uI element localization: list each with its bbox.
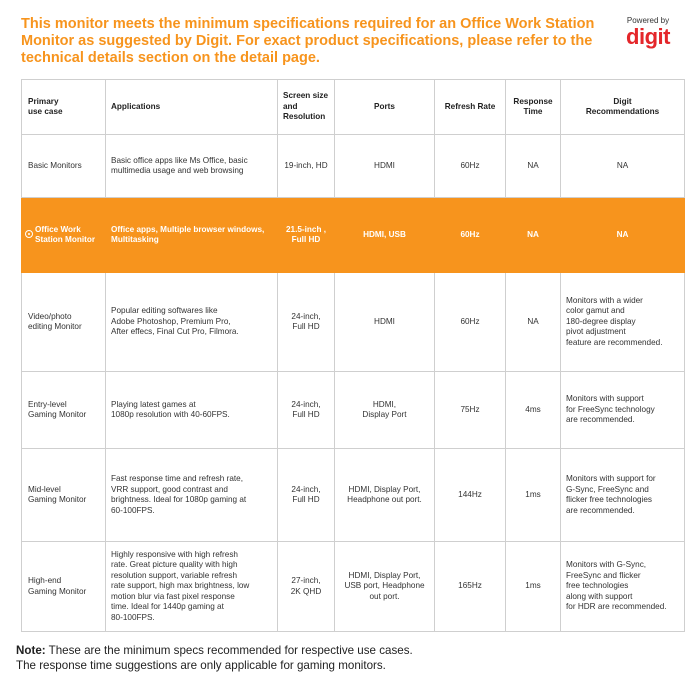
note-text-2: The response time suggestions are only applicable for gaming monitors. (16, 659, 386, 672)
table-row-highlighted (22, 198, 685, 273)
selected-radio-icon (25, 230, 33, 238)
cell-screen: 21.5-inch , Full HD (278, 198, 335, 273)
cell-ports: HDMI, USB (335, 198, 435, 273)
cell-ports: HDMI, Display Port, Headphone out port. (335, 449, 435, 542)
table-row (22, 135, 685, 198)
note-label: Note: (16, 644, 46, 657)
cell-screen: 24-inch, Full HD (278, 372, 335, 449)
spec-table (21, 79, 685, 632)
cell-use-case: Video/photo editing Monitor (22, 273, 106, 372)
table-row (22, 449, 685, 542)
cell-applications: Fast response time and refresh rate, VRR support, good contrast and brightness. Ideal for 1080p gaming at 60-100FPS. (106, 449, 278, 542)
header-use-case: Primary use case (22, 80, 106, 135)
footnote-line-1 (16, 643, 686, 658)
cell-response: NA (506, 135, 561, 198)
digit-logo: digit (626, 24, 670, 49)
cell-refresh: 60Hz (435, 273, 506, 372)
cell-refresh: 60Hz (435, 198, 506, 273)
cell-applications: Office apps, Multiple browser windows, Multitasking (106, 198, 278, 273)
cell-ports: HDMI (335, 135, 435, 198)
table-row (22, 542, 685, 632)
cell-refresh: 60Hz (435, 135, 506, 198)
note-text-1: These are the minimum specs recommended for respective use cases. (48, 644, 413, 657)
cell-digit: Monitors with G-Sync, FreeSync and flicker free technologies along with support for HDR are recommended. (561, 542, 685, 632)
cell-response: NA (506, 273, 561, 372)
cell-screen: 24-inch, Full HD (278, 273, 335, 372)
header-ports: Ports (335, 80, 435, 135)
header-refresh: Refresh Rate (435, 80, 506, 135)
cell-screen: 27-inch, 2K QHD (278, 542, 335, 632)
cell-use-case (22, 198, 106, 273)
table-row (22, 372, 685, 449)
header-applications: Applications (106, 80, 278, 135)
footnote (16, 643, 686, 673)
header-response: Response Time (506, 80, 561, 135)
cell-refresh: 75Hz (435, 372, 506, 449)
cell-applications: Highly responsive with high refresh rate. Great picture quality with high resolution support, variable refresh rate support, high max brightness, low motion blur via fast pixel response time. Ideal for 1440p gaming at 80-100FPS. (106, 542, 278, 632)
cell-ports: HDMI, Display Port (335, 372, 435, 449)
cell-screen: 19-inch, HD (278, 135, 335, 198)
cell-use-case: Mid-level Gaming Monitor (22, 449, 106, 542)
cell-response: 1ms (506, 542, 561, 632)
table-header-row (22, 80, 685, 135)
cell-ports: HDMI, Display Port, USB port, Headphone out port. (335, 542, 435, 632)
cell-use-case: Basic Monitors (22, 135, 106, 198)
cell-digit: NA (561, 135, 685, 198)
header-digit: Digit Recommendations (561, 80, 685, 135)
cell-digit: Monitors with support for G-Sync, FreeSync and flicker free technologies are recommended. (561, 449, 685, 542)
cell-applications: Basic office apps like Ms Office, basic multimedia usage and web browsing (106, 135, 278, 198)
page-title: This monitor meets the minimum specifications required for an Office Work Station Monitor as suggested by Digit. For exact product specifications, please refer to the technical details section on the detail page. (21, 16, 595, 66)
powered-by-label: Powered by (626, 16, 670, 25)
cell-digit: Monitors with support for FreeSync technology are recommended. (561, 372, 685, 449)
cell-use-case: Entry-level Gaming Monitor (22, 372, 106, 449)
cell-response: NA (506, 198, 561, 273)
header-screen: Screen size and Resolution (278, 80, 335, 135)
table-row (22, 273, 685, 372)
cell-applications: Popular editing softwares like Adobe Photoshop, Premium Pro, After effecs, Final Cut Pro, Filmora. (106, 273, 278, 372)
cell-refresh: 144Hz (435, 449, 506, 542)
cell-ports: HDMI (335, 273, 435, 372)
brand-badge (618, 16, 678, 49)
cell-applications: Playing latest games at 1080p resolution with 40-60FPS. (106, 372, 278, 449)
cell-use-case-label: Office Work Station Monitor (35, 224, 96, 244)
cell-digit: Monitors with a wider color gamut and 180-degree display pivot adjustment feature are recommended. (561, 273, 685, 372)
cell-use-case: High-end Gaming Monitor (22, 542, 106, 632)
cell-screen: 24-inch, Full HD (278, 449, 335, 542)
cell-digit: NA (561, 198, 685, 273)
cell-refresh: 165Hz (435, 542, 506, 632)
cell-response: 1ms (506, 449, 561, 542)
cell-response: 4ms (506, 372, 561, 449)
